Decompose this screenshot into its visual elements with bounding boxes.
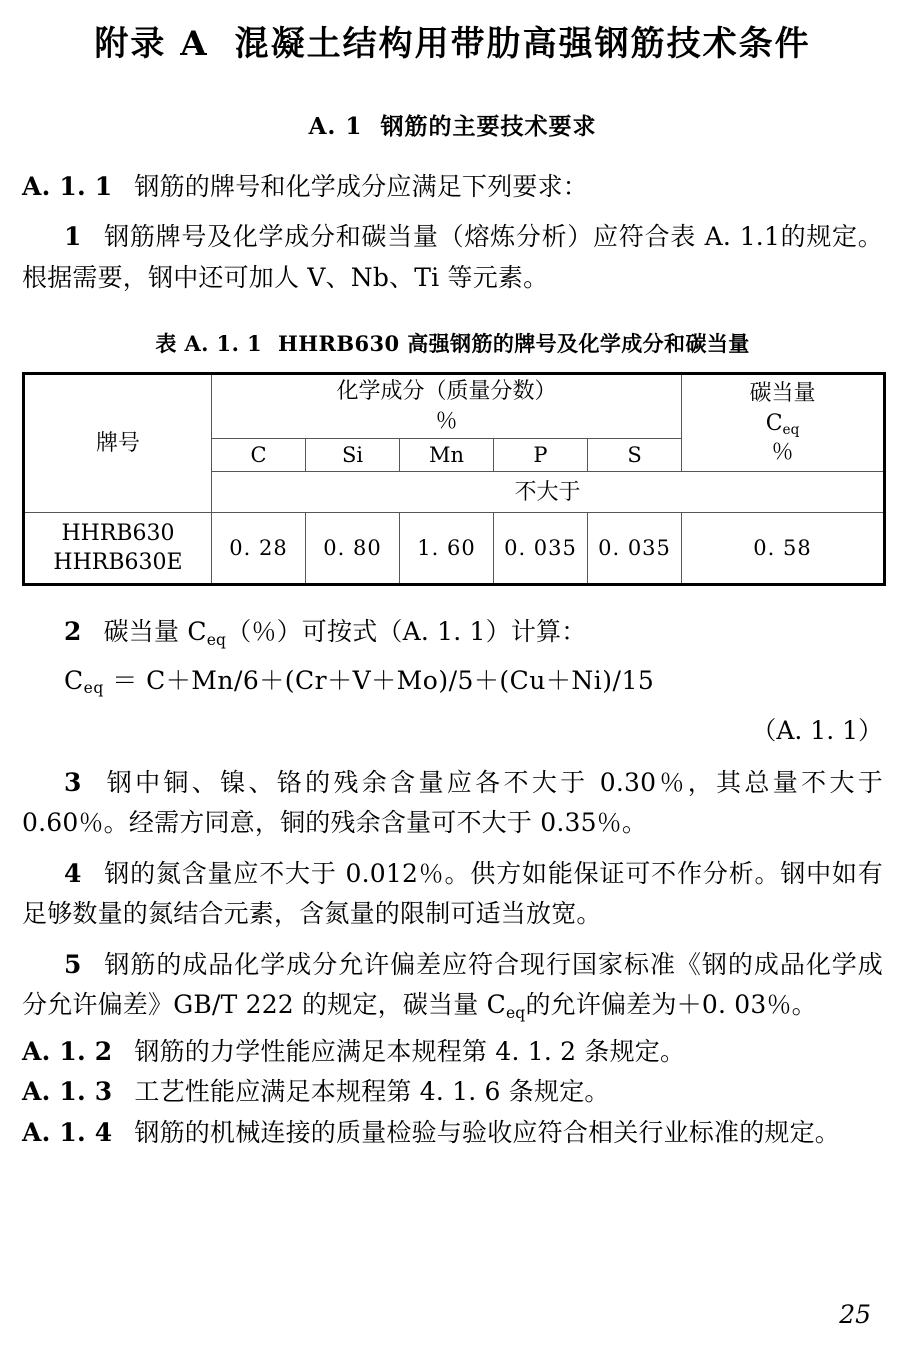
item-5-subscript: eq: [505, 1003, 526, 1022]
clause-a111: [0, 141, 905, 208]
table-caption-label: 表 A. 1. 1: [155, 331, 263, 357]
ceq-symbol-text: C: [765, 410, 783, 436]
table-caption: [0, 298, 905, 372]
table-header-ceq: [682, 374, 885, 472]
item-2: [0, 586, 905, 653]
brand-line-2: HHRB630E: [53, 550, 183, 576]
brand-line-1: HHRB630: [61, 520, 175, 546]
table-container: [0, 372, 905, 586]
item-2-text-a: 碳当量 C: [103, 617, 207, 647]
clause-a111-text: 钢筋的牌号和化学成分应满足下列要求：: [134, 171, 589, 201]
item-2-text-b: （％）可按式（A. 1. 1）计算：: [226, 617, 587, 647]
item-2-number: 2: [64, 617, 82, 647]
table-header-composition: [212, 374, 682, 439]
table-cell-c: 0. 28: [212, 513, 306, 585]
item-4-number: 4: [64, 858, 82, 888]
composition-title: 化学成分（质量分数）: [336, 379, 557, 405]
item-2-subscript: eq: [206, 630, 227, 649]
item-3-number: 3: [64, 767, 82, 797]
item-3: [0, 747, 905, 844]
table-cell-ceq: 0. 58: [682, 513, 885, 585]
section-heading-number: A. 1: [308, 112, 363, 140]
table-header-element-c: C: [212, 439, 306, 472]
table-header-element-s: S: [588, 439, 682, 472]
item-4-text: 钢的氮含量应不大于 0.012％。供方如能保证可不作分析。钢中如有足够数量的氮结合元素，含氮量的限制可适当放宽。: [22, 858, 883, 929]
item-5-text-a: 钢筋的成品化学成分允许偏差应符合现行国家标准《钢的成品化学成分允许偏差》GB/T 222 的规定，碳当量 C: [22, 949, 883, 1020]
ceq-symbol: [684, 409, 881, 438]
formula-a111: [0, 653, 905, 697]
table-cell-brand: [24, 513, 212, 585]
clause-a113: [0, 1072, 905, 1113]
item-4: [0, 844, 905, 935]
item-1-number: 1: [64, 222, 82, 252]
table-header-element-p: P: [494, 439, 588, 472]
ceq-symbol-sub: eq: [782, 421, 800, 438]
ceq-unit: ％: [771, 440, 794, 466]
table-cell-si: 0. 80: [306, 513, 400, 585]
appendix-title-text: 混凝土结构用带肋高强钢筋技术条件: [234, 24, 811, 64]
table-header-element-si: Si: [306, 439, 400, 472]
clause-a112-number: A. 1. 2: [22, 1036, 113, 1066]
spec-table: [22, 372, 886, 586]
formula-body: ＝ C＋Mn/6＋(Cr＋V＋Mo)/5＋(Cu＋Ni)/15: [103, 665, 655, 695]
formula-number: （A. 1. 1）: [751, 715, 883, 745]
table-header-element-mn: Mn: [400, 439, 494, 472]
clause-a111-number: A. 1. 1: [22, 171, 113, 201]
clause-a113-number: A. 1. 3: [22, 1077, 113, 1107]
clause-a114-text: 钢筋的机械连接的质量检验与验收应符合相关行业标准的规定。: [134, 1117, 841, 1147]
item-1-text: 钢筋牌号及化学成分和碳当量（熔炼分析）应符合表 A. 1.1的规定。根据需要，钢中还可加人 V、Nb、Ti 等元素。: [22, 222, 883, 292]
clause-a114-number: A. 1. 4: [22, 1117, 113, 1147]
table-cell-p: 0. 035: [494, 513, 588, 585]
formula-lhs-subscript: eq: [83, 679, 104, 698]
composition-unit: ％: [435, 408, 458, 434]
item-5: [0, 935, 905, 1026]
clause-a113-text: 工艺性能应满足本规程第 4. 1. 6 条规定。: [134, 1077, 610, 1107]
clause-a112: [0, 1026, 905, 1073]
clause-a114: [0, 1113, 905, 1154]
appendix-label: 附录 A: [94, 24, 209, 64]
clause-a112-text: 钢筋的力学性能应满足本规程第 4. 1. 2 条规定。: [134, 1036, 686, 1066]
formula-lhs: C: [64, 665, 84, 695]
table-cell-mn: 1. 60: [400, 513, 494, 585]
page-number: 25: [839, 1300, 871, 1329]
table-caption-text: HHRB630 高强钢筋的牌号及化学成分和碳当量: [278, 331, 750, 357]
table-header-row-1: [24, 374, 885, 439]
item-5-number: 5: [64, 949, 82, 979]
section-heading-a1: [0, 68, 905, 141]
item-1: [0, 207, 905, 298]
table-header-brand: 牌号: [24, 374, 212, 513]
item-5-text-b: 的允许偏差为＋0. 03％。: [525, 990, 817, 1020]
table-cell-s: 0. 035: [588, 513, 682, 585]
page-title: [0, 0, 905, 68]
ceq-title: 碳当量: [749, 381, 816, 407]
section-heading-text: 钢筋的主要技术要求: [380, 112, 597, 140]
table-header-limit: 不大于: [212, 472, 885, 513]
table-row: [24, 513, 885, 585]
item-3-text: 钢中铜、镍、铬的残余含量应各不大于 0.30％，其总量不大于 0.60％。经需方同意，铜的残余含量可不大于 0.35％。: [22, 767, 883, 838]
